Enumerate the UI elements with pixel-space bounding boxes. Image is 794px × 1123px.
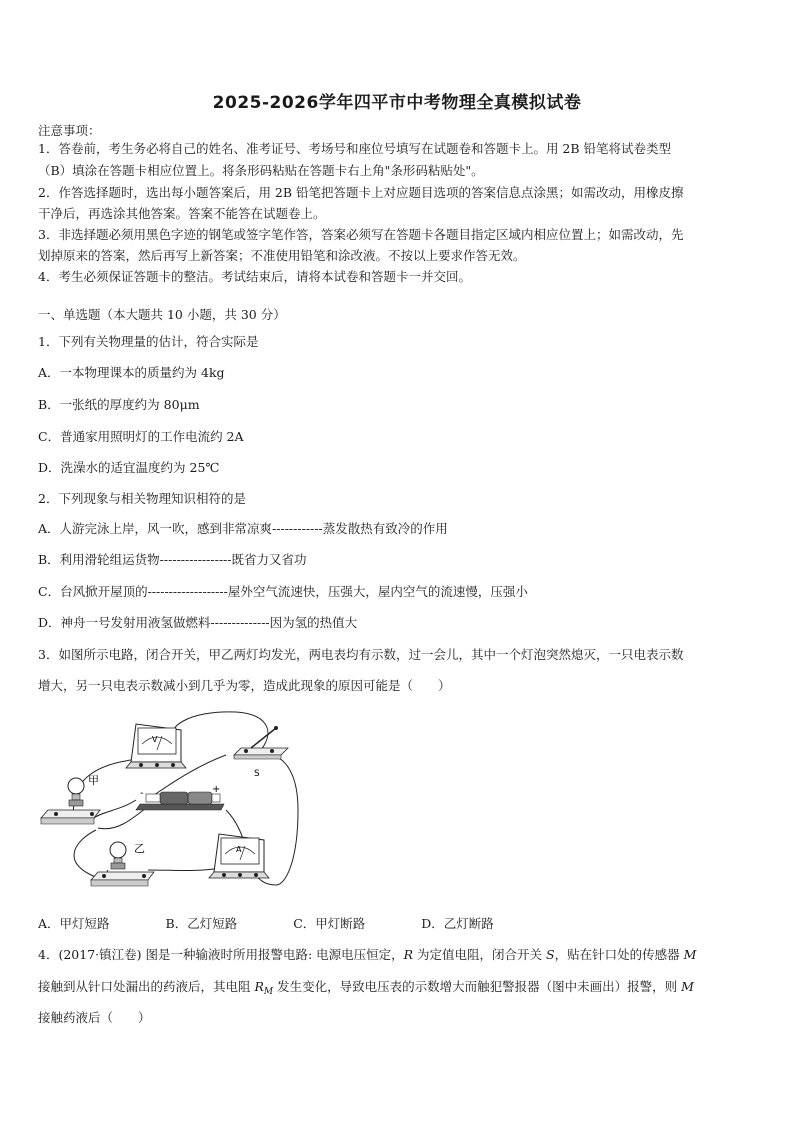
wire	[148, 868, 221, 871]
note-line: 划掉原来的答案，然后再写上新答案；不准使用铅笔和涂改液。不按以上要求作答无效。	[38, 248, 526, 263]
question-1-option-c: C．普通家用照明灯的工作电流约 2A	[38, 429, 244, 444]
question-3-stem-line2: 增大，另一只电表示数减小到几乎为零，造成此现象的原因可能是（ ）	[38, 678, 451, 693]
note-line: 4．考生必须保证答题卡的整洁。考试结束后，请将本试卷和答题卡一并交回。	[38, 269, 471, 284]
q4-text: 为定值电阻，闭合开关	[413, 947, 547, 962]
q4-var-r: R	[254, 979, 264, 994]
q4-text: ，贴在针口处的传感器	[554, 947, 684, 962]
section-heading: 一、单选题（本大题共 10 小题，共 30 分）	[38, 307, 286, 322]
lamp-b-label: 乙	[134, 842, 145, 855]
q4-subscript: M	[263, 987, 274, 997]
wire	[94, 800, 136, 818]
note-line: （B）填涂在答题卡相应位置上。将条形码粘贴在答题卡右上角"条形码粘贴处"。	[38, 163, 484, 178]
q4-text: 接触到从针口处漏出的药液后，其电阻	[38, 979, 255, 994]
q4-var-m: M	[681, 979, 694, 994]
battery-pos-label: +	[212, 784, 221, 795]
note-line: 1．答卷前，考生务必将自己的姓名、准考证号、考场号和座位号填写在试题卷和答题卡上。用 2B 铅笔将试卷类型	[38, 141, 672, 156]
q4-var-s: S	[546, 947, 555, 962]
ammeter	[209, 834, 269, 878]
question-1-option-d: D．洗澡水的适宜温度约为 25℃	[38, 460, 220, 475]
question-1-stem: 1．下列有关物理量的估计，符合实际是	[38, 334, 259, 349]
lamp-a-label: 甲	[88, 774, 99, 787]
question-4-stem-line3: 接触药液后（ ）	[38, 1010, 151, 1025]
question-2-option-d: D．神舟一号发射用液氢做燃料--------------因为氢的热值大	[38, 615, 358, 630]
question-1-option-a: A．一本物理课本的质量约为 4kg	[38, 365, 225, 380]
question-3-option-c: C．甲灯断路	[293, 916, 366, 931]
question-2-option-b: B．利用滑轮组运货物-----------------既省力又省功	[38, 552, 307, 567]
question-3-option-b: B．乙灯短路	[165, 916, 238, 931]
question-2-stem: 2．下列现象与相关物理知识相符的是	[38, 491, 246, 506]
notes-heading: 注意事项：	[38, 123, 101, 138]
battery	[136, 792, 224, 810]
wire	[174, 712, 268, 750]
question-3-stem-line1: 3．如图所示电路，闭合开关，甲乙两灯均发光，两电表均有示数，过一会儿，其中一个灯泡突然熄灭，一只电表示数	[38, 647, 684, 662]
voltmeter-label: V	[152, 735, 158, 744]
question-2-option-a: A．人游完泳上岸，风一吹，感到非常凉爽------------蒸发散热有致冷的作用	[38, 521, 448, 536]
wire	[98, 808, 146, 829]
switch-s	[234, 726, 288, 759]
question-3-options	[38, 915, 494, 933]
note-line: 3．非选择题必须用黑色字迹的钢笔或签字笔作答，答案必须写在答题卡各题目指定区域内相应位置上；如需改动，先	[38, 227, 684, 242]
q4-var-r: R	[403, 947, 414, 962]
battery-neg-label: -	[140, 788, 144, 799]
page-title: 2025-2026学年四平市中考物理全真模拟试卷	[212, 93, 582, 113]
voltmeter	[126, 724, 186, 768]
question-3-option-a: A．甲灯短路	[38, 916, 110, 931]
question-1-option-b: B．一张纸的厚度约为 80μm	[38, 397, 200, 412]
question-4-stem-line1	[38, 946, 696, 964]
note-line: 2．作答选择题时，选出每小题答案后，用 2B 铅笔把答题卡上对应题目选项的答案信息点涂黑；如需改动，用橡皮擦	[38, 185, 684, 200]
switch-label: S	[254, 769, 260, 779]
question-4-stem-line2	[38, 978, 694, 1001]
ammeter-label: A	[236, 845, 242, 854]
circuit-diagram	[36, 700, 316, 905]
q4-text: 4．(2017·镇江卷) 图是一种输液时所用报警电路: 电源电压恒定，	[38, 947, 404, 962]
q4-text: 发生变化，导致电压表的示数增大而触犯警报器（图中未画出）报警，则	[273, 979, 682, 994]
question-2-option-c: C．台风掀开屋顶的-------------------屋外空气流速快，压强大，屋内空气的流速慢，压强小	[38, 584, 528, 599]
question-3-option-d: D．乙灯断路	[421, 916, 494, 931]
q4-var-m: M	[683, 947, 697, 962]
note-line: 干净后，再选涂其他答案。答案不能答在试题卷上。	[38, 206, 326, 221]
wire	[74, 830, 108, 877]
